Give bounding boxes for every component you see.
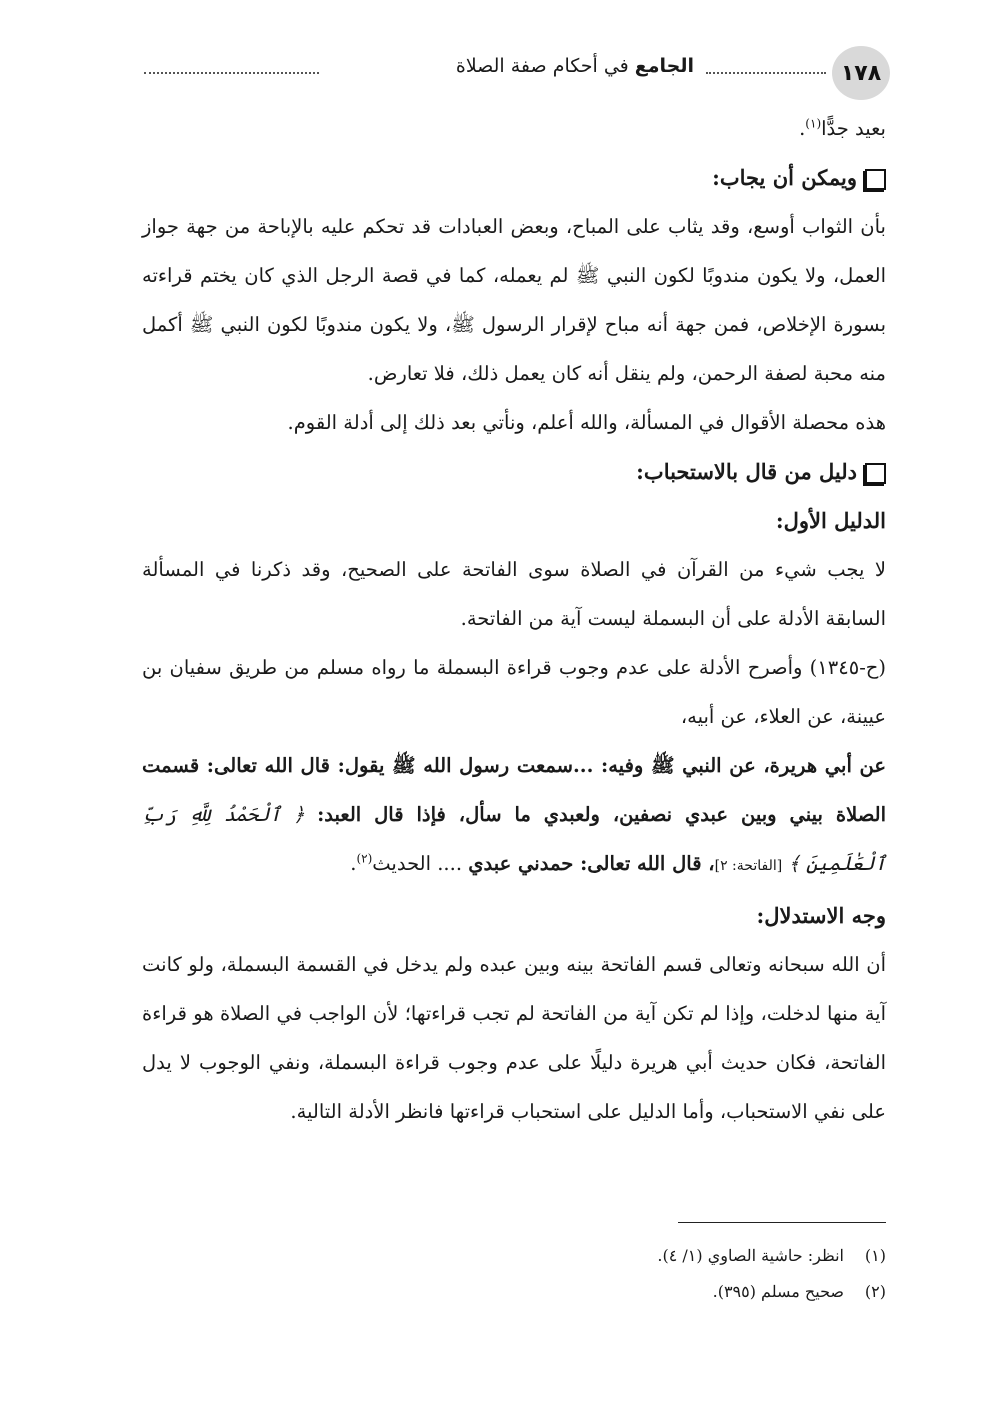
hadith-paragraph: عن أبي هريرة، عن النبي ﷺ وفيه: ...سمعت رسول الله ﷺ يقول: قال الله تعالى: قسمت الصلاة بيني وبين عبدي نصفين، ولعبدي ما سأل، فإذا قال العبد: ﴿ ٱلْحَمْدُ لِلَّهِ رَبِّ ٱلْعَٰلَمِينَ ﴾ [الفاتحة: ٢]، قال الله تعالى: حمدني عبدي .... الحديث$^{(٢)}$. [142, 754, 887, 875]
main-text [142, 104, 886, 1136]
header-dotted-rule-right [706, 72, 826, 74]
checkbox-square-icon [865, 463, 886, 484]
paragraph-continuation: بعيد جدًّا$^{(١)}$. [799, 116, 886, 140]
footnote-separator [678, 1222, 886, 1223]
paragraph: لا يجب شيء من القرآن في الصلاة سوى الفاتحة على الصحيح، وقد ذكرنا في المسألة السابقة الأدلة على أن البسملة ليست آية من الفاتحة. [142, 558, 886, 630]
book-title [456, 55, 694, 77]
footnote: (١)انظر: حاشية الصاوي (١/ ٤). [657, 1246, 886, 1265]
checkbox-square-icon [865, 169, 886, 190]
header-dotted-rule-left [144, 72, 319, 74]
paragraph: (ح-١٣٤٥) وأصرح الأدلة على عدم وجوب قراءة البسملة ما رواه مسلم من طريق سفيان بن عيينة، عن العلاء، عن أبيه، [142, 656, 886, 728]
section-heading: ويمكن أن يجاب: [142, 153, 886, 202]
subsection-heading: الدليل الأول: [775, 508, 886, 533]
book-title-main: الجامع [634, 55, 694, 77]
paragraph: بأن الثواب أوسع، وقد يثاب على المباح، وبعض العبادات قد تحكم عليه بالإباحة من جهة جواز العمل، ولا يكون مندوبًا لكون النبي ﷺ لم يعمله، كما في قصة الرجل الذي كان يختم قراءته بسورة الإخلاص، فمن جهة أنه مباح لإقرار الرسول ﷺ، ولا يكون مندوبًا لكون النبي ﷺ أكمل منه محبة لصفة الرحمن، ولم ينقل أنه كان يعمل ذلك، فلا تعارض. [142, 215, 886, 385]
section-heading: دليل من قال بالاستحباب: [142, 447, 886, 496]
quran-verse: ﴿ ٱلْحَمْدُ لِلَّهِ رَبِّ ٱلْعَٰلَمِينَ ﴾ [142, 803, 886, 875]
paragraph: أن الله سبحانه وتعالى قسم الفاتحة بينه وبين عبده ولم يدخل في القسمة البسملة، ولو كانت آية منها لدخلت، وإذا لم تكن آية من الفاتحة لم تجب قراءتها؛ لأن الواجب في الصلاة هو قراءة الفاتحة، فكان حديث أبي هريرة دليلًا على عدم وجوب قراءة البسملة، ونفي الوجوب لا يدل على نفي الاستحباب، وأما الدليل على استحباب قراءتها فانظر الأدلة التالية. [142, 953, 886, 1123]
book-title-rest: في أحكام صفة الصلاة [455, 55, 629, 77]
footnote-ref: (١) [805, 116, 822, 131]
footnote-ref: (٢) [356, 851, 373, 866]
subsection-heading: وجه الاستدلال: [756, 903, 886, 928]
verse-reference: [الفاتحة: ٢] [714, 858, 783, 874]
footnotes [142, 1238, 886, 1310]
page-number: ١٧٨ [832, 46, 890, 100]
footnote: (٢)صحيح مسلم (٣٩٥). [712, 1282, 886, 1301]
paragraph: هذه محصلة الأقوال في المسألة، والله أعلم، ونأتي بعد ذلك إلى أدلة القوم. [287, 411, 886, 434]
page-header [140, 42, 890, 102]
